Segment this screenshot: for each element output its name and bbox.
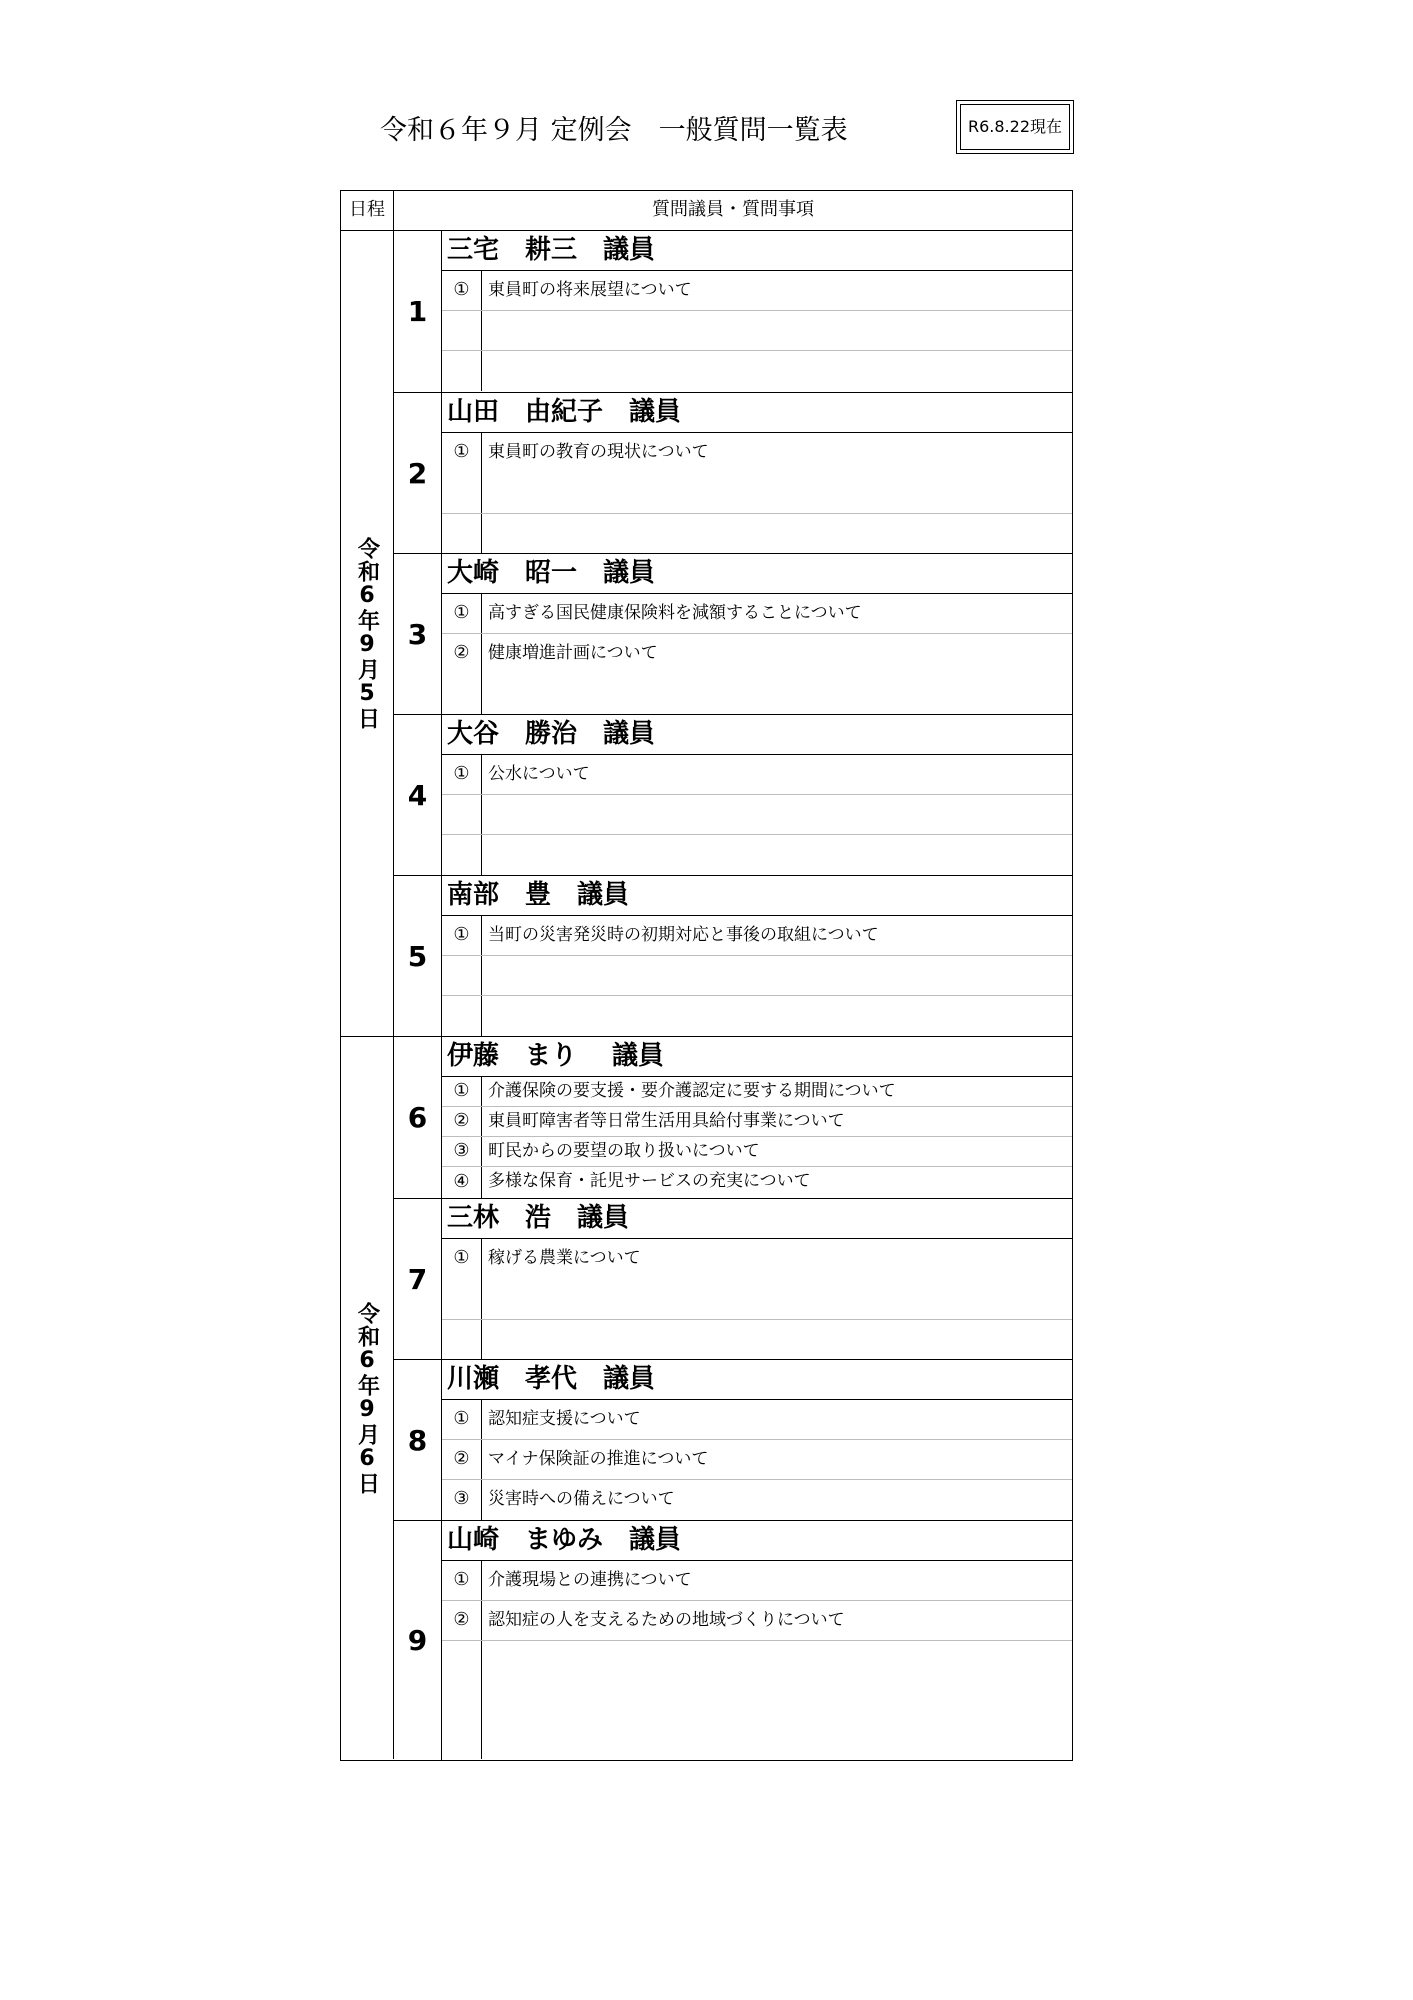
question-mark: ① xyxy=(442,1077,482,1106)
member-name: 南部 豊 議員 xyxy=(442,876,1072,916)
day-block xyxy=(341,231,1072,1036)
question-text: 東員町の将来展望について xyxy=(488,280,692,300)
question-text: 介護保険の要支援・要介護認定に要する期間について xyxy=(488,1081,896,1101)
member-number: 2 xyxy=(394,393,442,553)
header-date: 日程 xyxy=(341,191,394,230)
question-row-empty xyxy=(442,514,1072,554)
question-mark: ① xyxy=(442,916,482,955)
question-row xyxy=(442,1239,1072,1320)
member-number: 3 xyxy=(394,554,442,714)
question-text: 認知症の人を支えるための地域づくりについて xyxy=(488,1610,845,1630)
question-row xyxy=(442,1601,1072,1641)
member-name: 山田 由紀子 議員 xyxy=(442,393,1072,433)
question-text: 高すぎる国民健康保険料を減額することについて xyxy=(488,603,862,623)
member-name: 川瀬 孝代 議員 xyxy=(442,1360,1072,1400)
question-table xyxy=(340,190,1073,1761)
question-row xyxy=(442,755,1072,795)
question-row-empty xyxy=(442,351,1072,391)
question-text: 認知症支援について xyxy=(488,1409,641,1429)
as-of-date: R6.8.22現在 xyxy=(960,104,1070,150)
member-number: 9 xyxy=(394,1521,442,1760)
as-of-stamp xyxy=(956,100,1074,154)
member-number: 8 xyxy=(394,1360,442,1520)
question-row-empty xyxy=(442,996,1072,1036)
question-mark: ② xyxy=(442,1601,482,1640)
question-mark: ① xyxy=(442,271,482,310)
question-mark: ① xyxy=(442,1400,482,1439)
question-text: 町民からの要望の取り扱いについて xyxy=(488,1141,760,1161)
day-label: 令和6年9月5日 xyxy=(341,231,394,1036)
member-block xyxy=(394,231,1072,392)
question-row xyxy=(442,1400,1072,1440)
member-block xyxy=(394,1198,1072,1359)
question-mark: ① xyxy=(442,1561,482,1600)
question-mark: ③ xyxy=(442,1137,482,1166)
question-row xyxy=(442,1137,1072,1167)
question-row xyxy=(442,1107,1072,1137)
question-text: 東員町の教育の現状について xyxy=(488,442,709,462)
question-mark: ① xyxy=(442,594,482,633)
question-mark: ① xyxy=(442,1239,482,1319)
question-row-empty xyxy=(442,1320,1072,1360)
member-block xyxy=(394,714,1072,875)
question-row xyxy=(442,1077,1072,1107)
page-title: 令和６年９月 定例会 一般質問一覧表 xyxy=(380,115,848,146)
member-name: 大崎 昭一 議員 xyxy=(442,554,1072,594)
question-mark: ① xyxy=(442,755,482,794)
question-row xyxy=(442,1561,1072,1601)
member-block xyxy=(394,875,1072,1036)
question-text: 介護現場との連携について xyxy=(488,1570,692,1590)
member-block xyxy=(394,392,1072,553)
question-mark: ② xyxy=(442,634,482,715)
member-name: 伊藤 まり 議員 xyxy=(442,1037,1072,1077)
question-text: 健康増進計画について xyxy=(488,643,658,663)
question-mark: ④ xyxy=(442,1167,482,1198)
question-mark: ③ xyxy=(442,1480,482,1521)
member-block xyxy=(394,1520,1072,1760)
question-row xyxy=(442,1440,1072,1480)
question-row xyxy=(442,916,1072,956)
question-row xyxy=(442,1480,1072,1521)
header-content: 質問議員・質問事項 xyxy=(652,199,814,220)
member-number: 7 xyxy=(394,1199,442,1359)
question-row xyxy=(442,594,1072,634)
day-label: 令和6年9月6日 xyxy=(341,1037,394,1759)
question-row xyxy=(442,634,1072,715)
question-mark: ② xyxy=(442,1440,482,1479)
member-block xyxy=(394,1359,1072,1520)
member-name: 大谷 勝治 議員 xyxy=(442,715,1072,755)
question-row xyxy=(442,271,1072,311)
question-text: 東員町障害者等日常生活用具給付事業について xyxy=(488,1111,845,1131)
question-row xyxy=(442,433,1072,514)
table-header xyxy=(341,191,1072,231)
question-row-empty xyxy=(442,835,1072,875)
question-mark: ① xyxy=(442,433,482,513)
member-number: 4 xyxy=(394,715,442,875)
member-number: 5 xyxy=(394,876,442,1036)
question-text: 稼げる農業について xyxy=(488,1248,641,1268)
question-text: 災害時への備えについて xyxy=(488,1489,675,1509)
question-row xyxy=(442,1167,1072,1198)
question-row-empty xyxy=(442,311,1072,351)
question-row-empty xyxy=(442,956,1072,996)
question-text: マイナ保険証の推進について xyxy=(488,1449,709,1469)
member-block xyxy=(394,1037,1072,1198)
member-name: 山崎 まゆみ 議員 xyxy=(442,1521,1072,1561)
question-mark: ② xyxy=(442,1107,482,1136)
member-number: 6 xyxy=(394,1037,442,1198)
member-name: 三林 浩 議員 xyxy=(442,1199,1072,1239)
question-text: 公水について xyxy=(488,764,590,784)
member-block xyxy=(394,553,1072,714)
question-row-empty xyxy=(442,1641,1072,1759)
question-row-empty xyxy=(442,795,1072,835)
question-text: 当町の災害発災時の初期対応と事後の取組について xyxy=(488,925,879,945)
question-text: 多様な保育・託児サービスの充実について xyxy=(488,1171,811,1191)
member-number: 1 xyxy=(394,231,442,392)
day-block xyxy=(341,1036,1072,1759)
member-name: 三宅 耕三 議員 xyxy=(442,231,1072,271)
